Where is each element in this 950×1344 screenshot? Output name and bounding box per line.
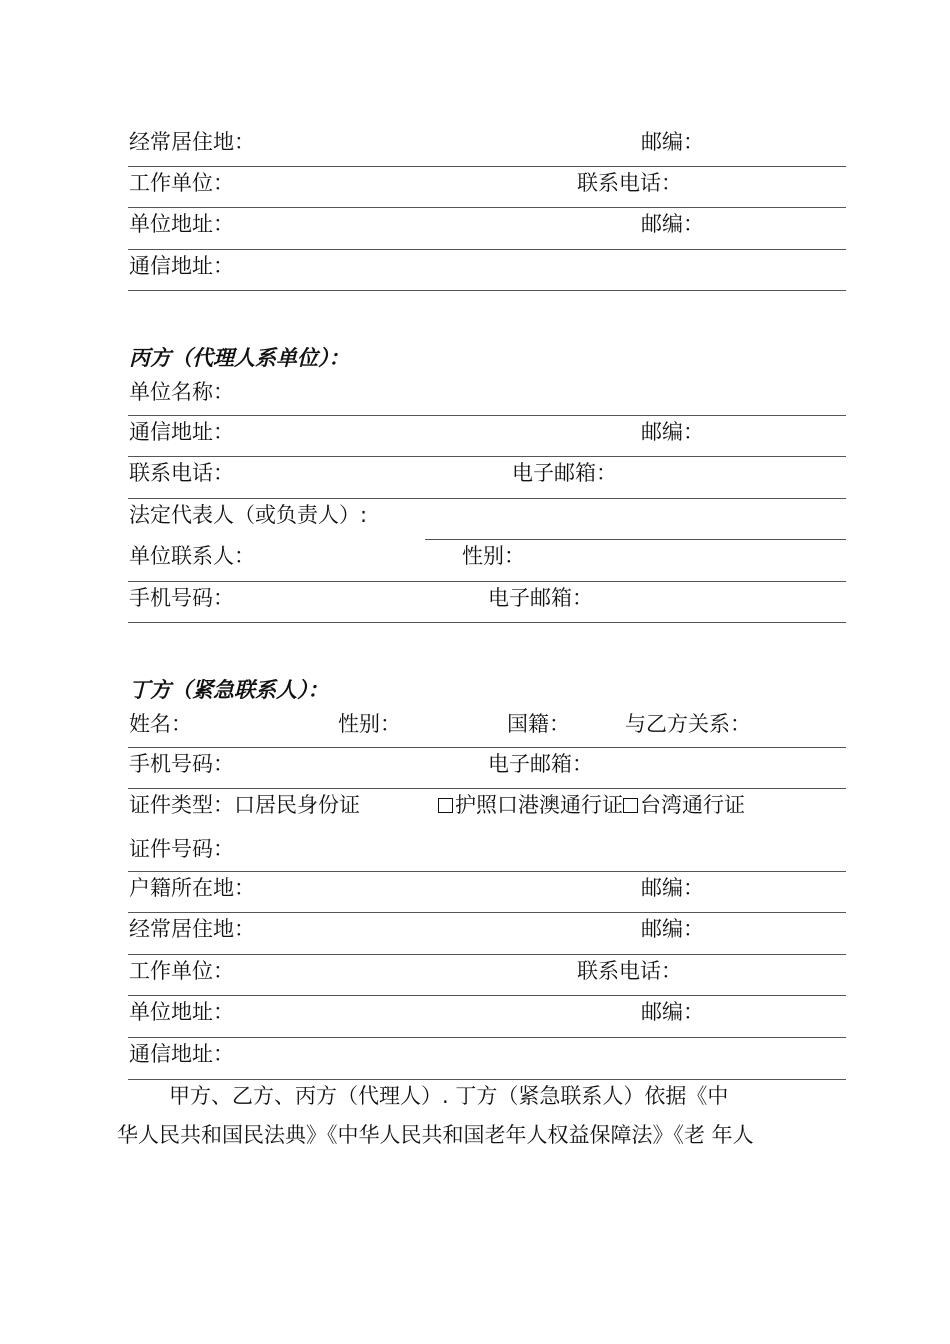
- id-option-hkmacau-box[interactable]: 口: [497, 793, 518, 817]
- field-underline: [128, 207, 846, 208]
- field-underline: [128, 456, 846, 457]
- field-underline: [128, 954, 846, 955]
- id-type-text: 证件类型：: [129, 793, 234, 817]
- field-underline: [128, 415, 846, 416]
- field-underline: [128, 995, 846, 996]
- email-label: 电子邮箱：: [512, 461, 617, 485]
- hukou-label: 户籍所在地：: [129, 876, 255, 900]
- unit-zip-label: 邮编：: [641, 1000, 704, 1024]
- legal-rep-label: 法定代表人（或负责人）:: [129, 503, 368, 527]
- contact-email-label: 电子邮箱：: [488, 586, 593, 610]
- paragraph-line-2: 华人民共和国民法典》《中华人民共和国老年人权益保障法》《老 年人: [117, 1123, 754, 1147]
- mobile-label: 手机号码：: [129, 752, 234, 776]
- id-option-passport: 护照: [455, 793, 497, 817]
- id-option-hkmacau: 港澳通行证: [518, 793, 623, 817]
- residence-zip-label: 邮编：: [641, 917, 704, 941]
- field-underline: [128, 1079, 846, 1080]
- field-underline: [128, 912, 846, 913]
- field-underline: [128, 1037, 846, 1038]
- unit-address-label: 单位地址：: [129, 212, 234, 236]
- id-option-resident-box[interactable]: 口: [234, 793, 255, 817]
- party-c-heading: 丙方（代理人系单位）：: [129, 346, 350, 370]
- residence-label: 经常居住地：: [129, 917, 255, 941]
- field-underline: [128, 166, 846, 167]
- unit-address-label: 单位地址：: [129, 1000, 234, 1024]
- mail-address-label: 通信地址：: [129, 254, 234, 278]
- mobile-label: 手机号码：: [129, 586, 234, 610]
- mail-address-label: 通信地址：: [129, 1042, 234, 1066]
- id-options-group: [438, 792, 745, 818]
- party-d-heading: 丁方（紧急联系人）：: [129, 678, 329, 702]
- field-underline: [128, 788, 846, 789]
- field-underline: [425, 539, 846, 540]
- contact-person-label: 单位联系人：: [129, 544, 255, 568]
- work-phone-label: 联系电话：: [577, 959, 682, 983]
- id-number-label: 证件号码：: [129, 837, 234, 861]
- paragraph-line-1: 甲方、乙方、丙方（代理人）. 丁方（紧急联系人）依据《中: [169, 1084, 729, 1108]
- field-underline: [128, 581, 846, 582]
- residence-zip-label: 邮编：: [641, 130, 704, 154]
- field-underline: [128, 498, 846, 499]
- field-underline: [128, 747, 846, 748]
- gender-label: 性别：: [462, 544, 525, 568]
- field-underline: [128, 622, 846, 623]
- hukou-zip-label: 邮编：: [641, 876, 704, 900]
- work-phone-label: 联系电话：: [577, 171, 682, 195]
- id-option-passport-checkbox[interactable]: [438, 798, 453, 813]
- residence-label: 经常居住地：: [129, 130, 255, 154]
- id-option-taiwan-checkbox[interactable]: [623, 798, 638, 813]
- field-underline: [128, 871, 846, 872]
- email-label: 电子邮箱：: [488, 752, 593, 776]
- field-underline: [128, 290, 846, 291]
- id-option-taiwan: 台湾通行证: [640, 793, 745, 817]
- id-type-label: [129, 792, 360, 818]
- gender-label: 性别：: [338, 712, 401, 736]
- nationality-label: 国籍：: [507, 712, 570, 736]
- id-option-resident: 居民身份证: [255, 793, 360, 817]
- relation-label: 与乙方关系：: [625, 712, 751, 736]
- unit-name-label: 单位名称：: [129, 380, 234, 404]
- work-unit-label: 工作单位：: [129, 959, 234, 983]
- unit-zip-label: 邮编：: [641, 212, 704, 236]
- name-label: 姓名：: [129, 712, 192, 736]
- mail-address-label: 通信地址：: [129, 420, 234, 444]
- phone-label: 联系电话：: [129, 461, 234, 485]
- field-underline: [128, 249, 846, 250]
- work-unit-label: 工作单位：: [129, 171, 234, 195]
- mail-zip-label: 邮编：: [641, 420, 704, 444]
